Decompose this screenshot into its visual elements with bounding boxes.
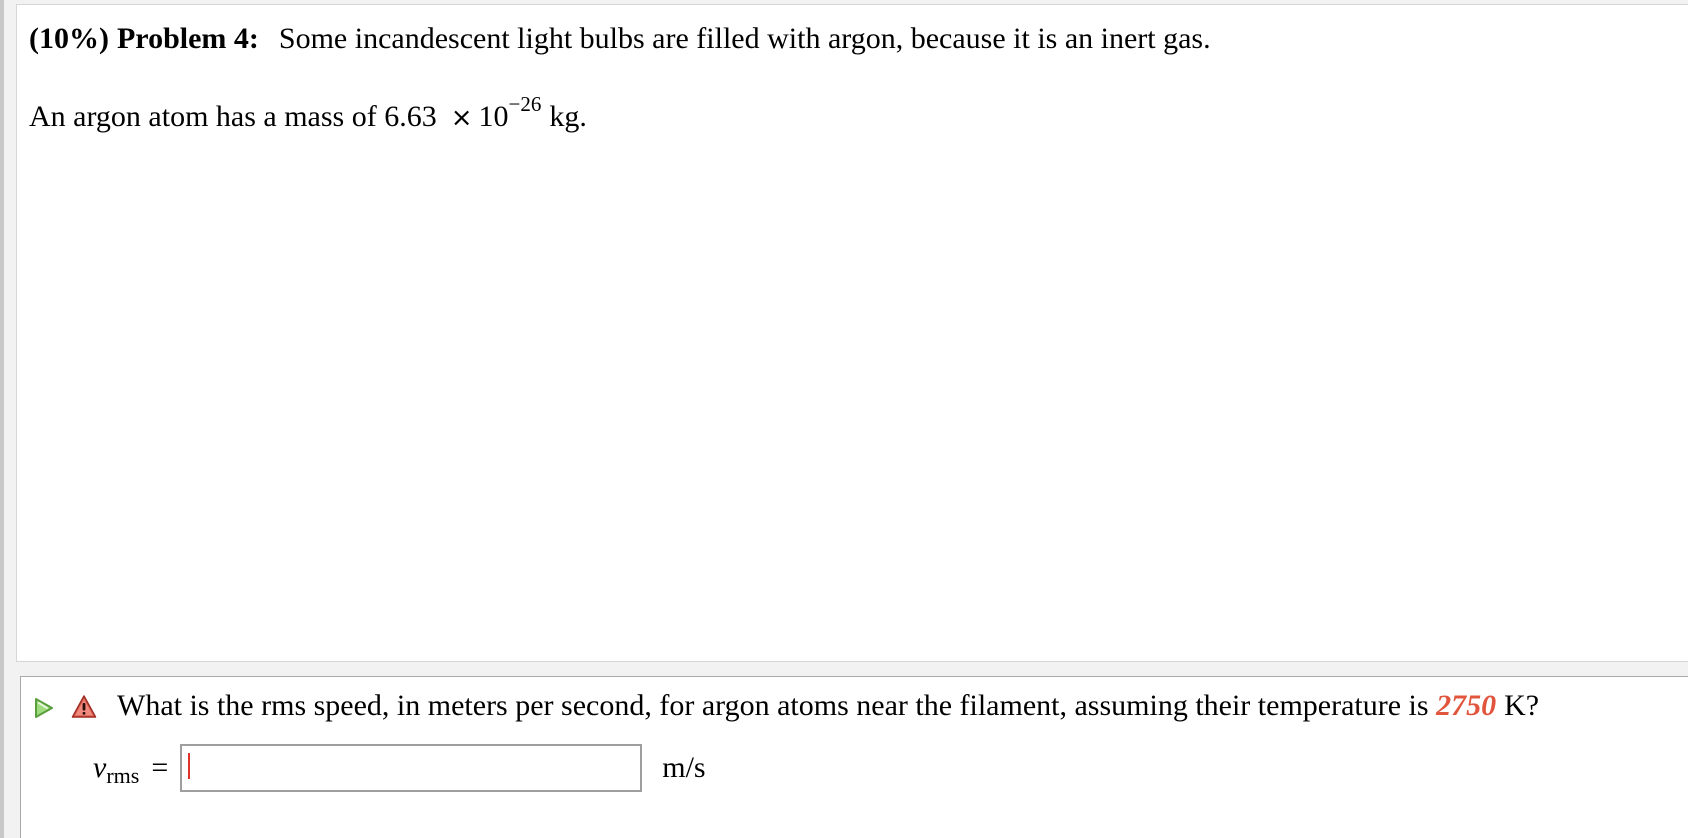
problem-header xyxy=(29,19,1211,59)
problem-label: Problem 4: xyxy=(116,22,259,55)
given-unit: kg. xyxy=(549,100,587,133)
left-divider xyxy=(0,0,4,838)
part-panel xyxy=(20,676,1688,838)
given-text: An argon atom has a mass of 6.63 xyxy=(29,100,437,133)
question-after: K? xyxy=(1504,689,1540,722)
given-exponent: −26 xyxy=(508,92,542,116)
temperature-value: 2750 xyxy=(1436,689,1497,722)
given-base: 10 xyxy=(478,100,509,133)
warning-triangle-icon xyxy=(71,694,97,720)
answer-units: m/s xyxy=(662,751,706,784)
question-text xyxy=(117,683,1539,729)
answer-input-wrapper xyxy=(180,744,642,792)
times-sign: × xyxy=(450,103,473,133)
text-caret xyxy=(188,753,190,779)
variable-subscript: rms xyxy=(106,763,140,788)
question-before: What is the rms speed, in meters per second, for argon atoms near the filament, assuming their temperature is xyxy=(117,689,1429,722)
play-triangle-icon[interactable] xyxy=(33,696,55,720)
equals-sign: = xyxy=(151,751,169,784)
answer-variable xyxy=(93,751,140,788)
answer-row xyxy=(93,743,706,793)
problem-weight: (10%) xyxy=(29,22,109,55)
answer-input[interactable] xyxy=(180,744,642,792)
variable-symbol: v xyxy=(93,751,107,784)
problem-panel xyxy=(16,4,1688,662)
problem-statement: Some incandescent light bulbs are filled with argon, because it is an inert gas. xyxy=(278,22,1211,55)
given-info xyxy=(29,92,587,138)
